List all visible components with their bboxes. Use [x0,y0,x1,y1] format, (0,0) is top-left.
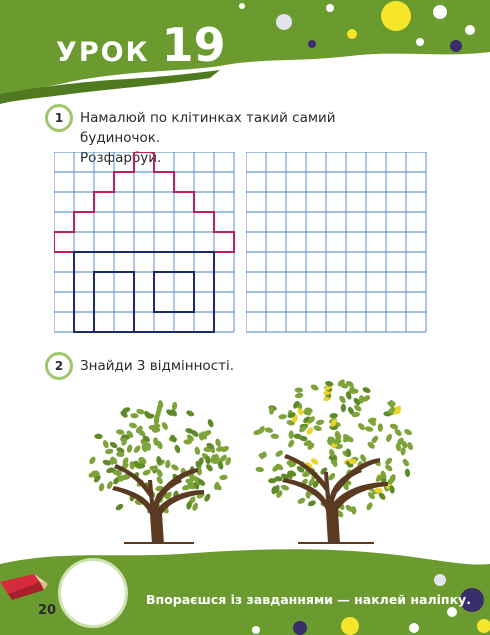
leaf [404,468,410,477]
leaf [106,480,114,490]
leaf [214,438,221,448]
page-number: 20 [38,603,57,618]
task-2-badge: 2 [45,352,73,380]
leaf [378,423,383,431]
leaf [170,463,180,472]
leaf [194,446,201,455]
leaf [115,503,125,512]
decor-dot [450,40,462,52]
sticker-placeholder[interactable] [58,558,128,628]
leaf [287,439,296,449]
decor-dot [347,29,357,39]
decor-dot [465,25,475,35]
leaf [98,483,105,492]
tree-left[interactable] [84,398,234,544]
task-1-text-line2: Розфарбуй. [80,150,162,166]
decor-dot [276,14,292,30]
decor-dot [447,607,457,617]
lesson-number: 19 [161,18,226,72]
leaf [274,449,284,458]
leaf [280,484,290,492]
decor-dot [293,621,307,635]
leaf [219,474,228,480]
leaf [105,448,114,455]
decor-dot [326,4,334,12]
leaf [313,424,323,432]
leaf [102,439,110,449]
task-1-badge: 1 [45,104,73,132]
leaf [174,444,182,454]
leaf [94,434,103,440]
drawing-grid[interactable] [246,152,430,336]
leaf [387,401,396,407]
leaf [341,404,346,412]
footer-text: Впораєшся із завданнями — наклей наліпку. [146,592,471,607]
lesson-word: УРОК [56,37,150,68]
leaf [128,422,138,429]
leaf [315,419,324,426]
leaf [385,433,393,443]
leaf [338,395,347,405]
sample-house-grid [54,152,238,336]
leaf [255,466,264,472]
leaf [403,428,413,437]
leaf [278,414,287,420]
decor-dot [252,626,260,634]
leaf [205,463,214,473]
leaf [270,433,279,439]
leaf [362,386,372,394]
leaf [116,429,125,435]
decor-dot [308,40,316,48]
lesson-title [56,18,226,72]
leaf [295,387,303,392]
leaf [296,497,306,505]
leaf [161,421,169,431]
decor-dot [434,574,446,586]
leaf [207,418,215,428]
leaf [142,469,152,477]
leaf [171,401,177,410]
leaf [384,456,394,466]
leaf [288,430,294,439]
decor-dot [381,1,411,31]
leaf [329,413,338,419]
leaf [185,409,195,417]
leaf [295,392,304,399]
leaf [310,383,320,391]
house-roof-outline [54,152,234,252]
leaf [365,501,374,511]
tree-right[interactable] [250,378,420,544]
leaf [155,475,164,485]
leaf [357,422,367,432]
decor-dot [409,623,419,633]
leaf [165,460,171,469]
leaf [307,499,317,507]
decor-dot [239,3,245,9]
leaf [384,463,394,472]
leaf [133,444,142,454]
leaf [126,444,133,453]
leaf [401,458,410,468]
decor-dot [433,5,447,19]
leaf [264,427,273,433]
decor-dot [416,38,424,46]
leaf [130,413,139,418]
task-2-text: Знайди 3 відмінності. [80,358,235,374]
leaf [364,425,373,432]
task-1-text-line1: Намалюй по клітинках такий самий будиночок. [80,110,336,146]
leaf [327,472,336,482]
leaf [88,455,97,465]
decor-dot [341,617,359,635]
